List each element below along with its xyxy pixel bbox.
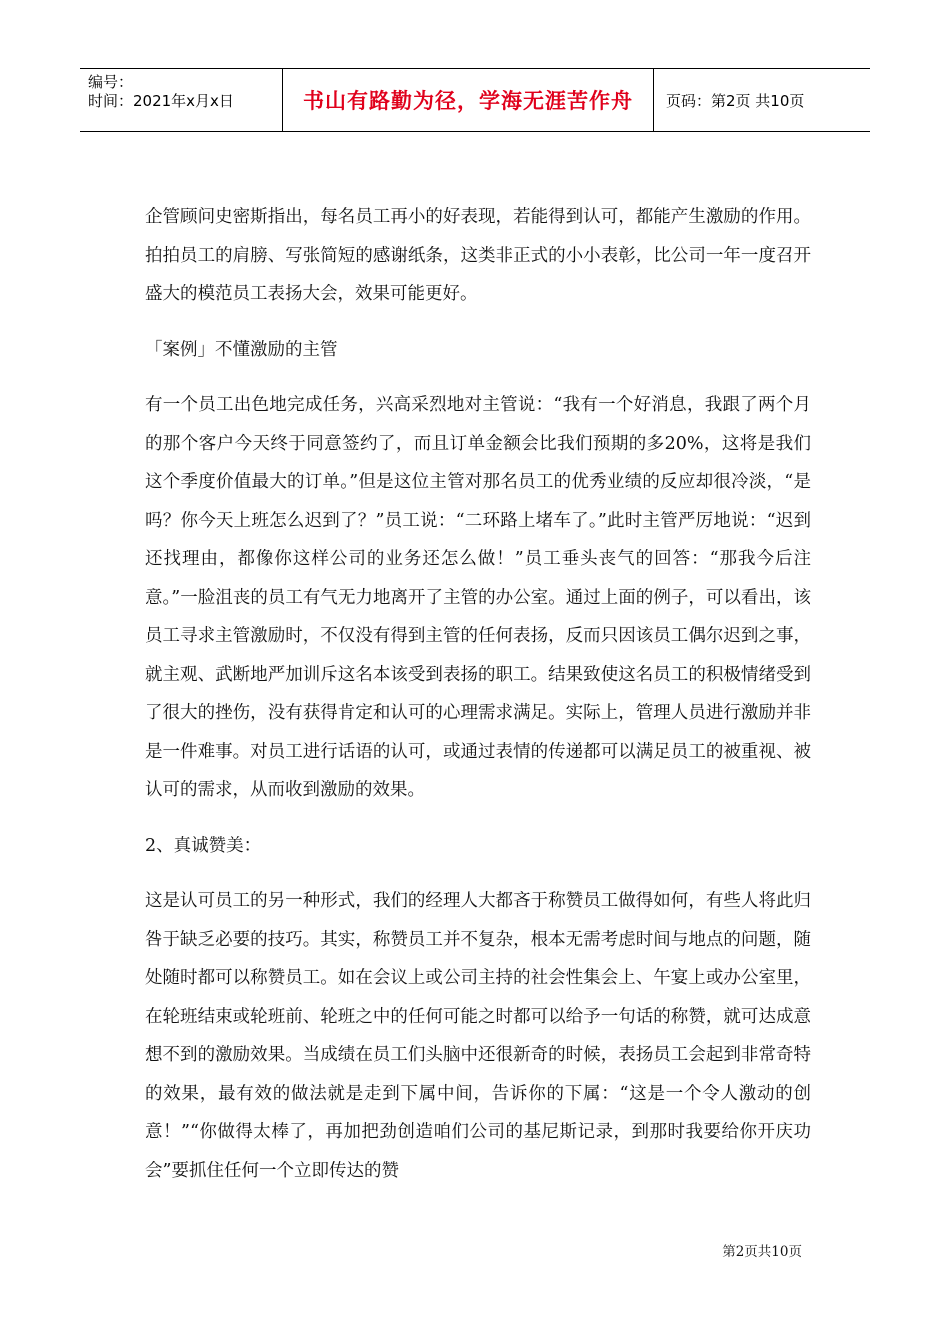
header-page-label: 页码：第2页 共10页 (666, 91, 805, 110)
paragraph-case: 有一个员工出色地完成任务，兴高采烈地对主管说：“我有一个好消息，我跟了两个月的那个客户今天终于同意签约了，而且订单金额会比我们预期的多20%，这将是我们这个季度价值最大的订单。”但是这位主管对那名员工的优秀业绩的反应却很冷淡，“是吗？你今天上班怎么迟到了？”员工说：“二环路上堵车了。”此时主管严厉地说：“迟到还找理由，都像你这样公司的业务还怎么做！”员工垂头丧气的回答：“那我今后注意。”一脸沮丧的员工有气无力地离开了主管的办公室。通过上面的例子，可以看出，该员工寻求主管激励时，不仅没有得到主管的任何表扬，反而只因该员工偶尔迟到之事，就主观、武断地严加训斥这名本该受到表扬的职工。结果致使这名员工的积极情绪受到了很大的挫伤，没有获得肯定和认可的心理需求满足。实际上，管理人员进行激励并非是一件难事。对员工进行话语的认可，或通过表情的传递都可以满足员工的被重视、被认可的需求，从而收到激励的效果。 (145, 395, 811, 800)
header-motto: 书山有路勤为径，学海无涯苦作舟 (282, 69, 654, 131)
section-heading-praise: 2、真诚赞美： (145, 835, 262, 856)
page-header (80, 68, 870, 132)
paragraph-intro: 企管顾问史密斯指出，每名员工再小的好表现，若能得到认可，都能产生激励的作用。拍拍员工的肩膀、写张简短的感谢纸条，这类非正式的小小表彰，比公司一年一度召开盛大的模范员工表扬大会，效果可能更好。 (145, 207, 811, 304)
date-label: 时间：2021年x月x日 (88, 92, 234, 110)
paragraph-praise: 这是认可员工的另一种形式，我们的经理人大都吝于称赞员工做得如何，有些人将此归咎于缺乏必要的技巧。其实，称赞员工并不复杂，根本无需考虑时间与地点的问题，随处随时都可以称赞员工。如在会议上或公司主持的社会性集会上、午宴上或办公室里，在轮班结束或轮班前、轮班之中的任何可能之时都可以给予一句话的称赞，就可达成意想不到的激励效果。当成绩在员工们头脑中还很新奇的时候，表扬员工会起到非常奇特的效果，最有效的做法就是走到下属中间，告诉你的下属：“这是一个令人激动的创意！”“你做得太棒了，再加把劲创造咱们公司的基尼斯记录，到那时我要给你开庆功会”要抓住任何一个立即传达的赞 (145, 891, 811, 1181)
case-heading: 「案例」不懂激励的主管 (145, 339, 338, 360)
header-meta (80, 69, 282, 131)
number-label: 编号： (88, 73, 134, 91)
body-content (145, 198, 811, 1207)
page-footer: 第2页共10页 (722, 1244, 802, 1260)
